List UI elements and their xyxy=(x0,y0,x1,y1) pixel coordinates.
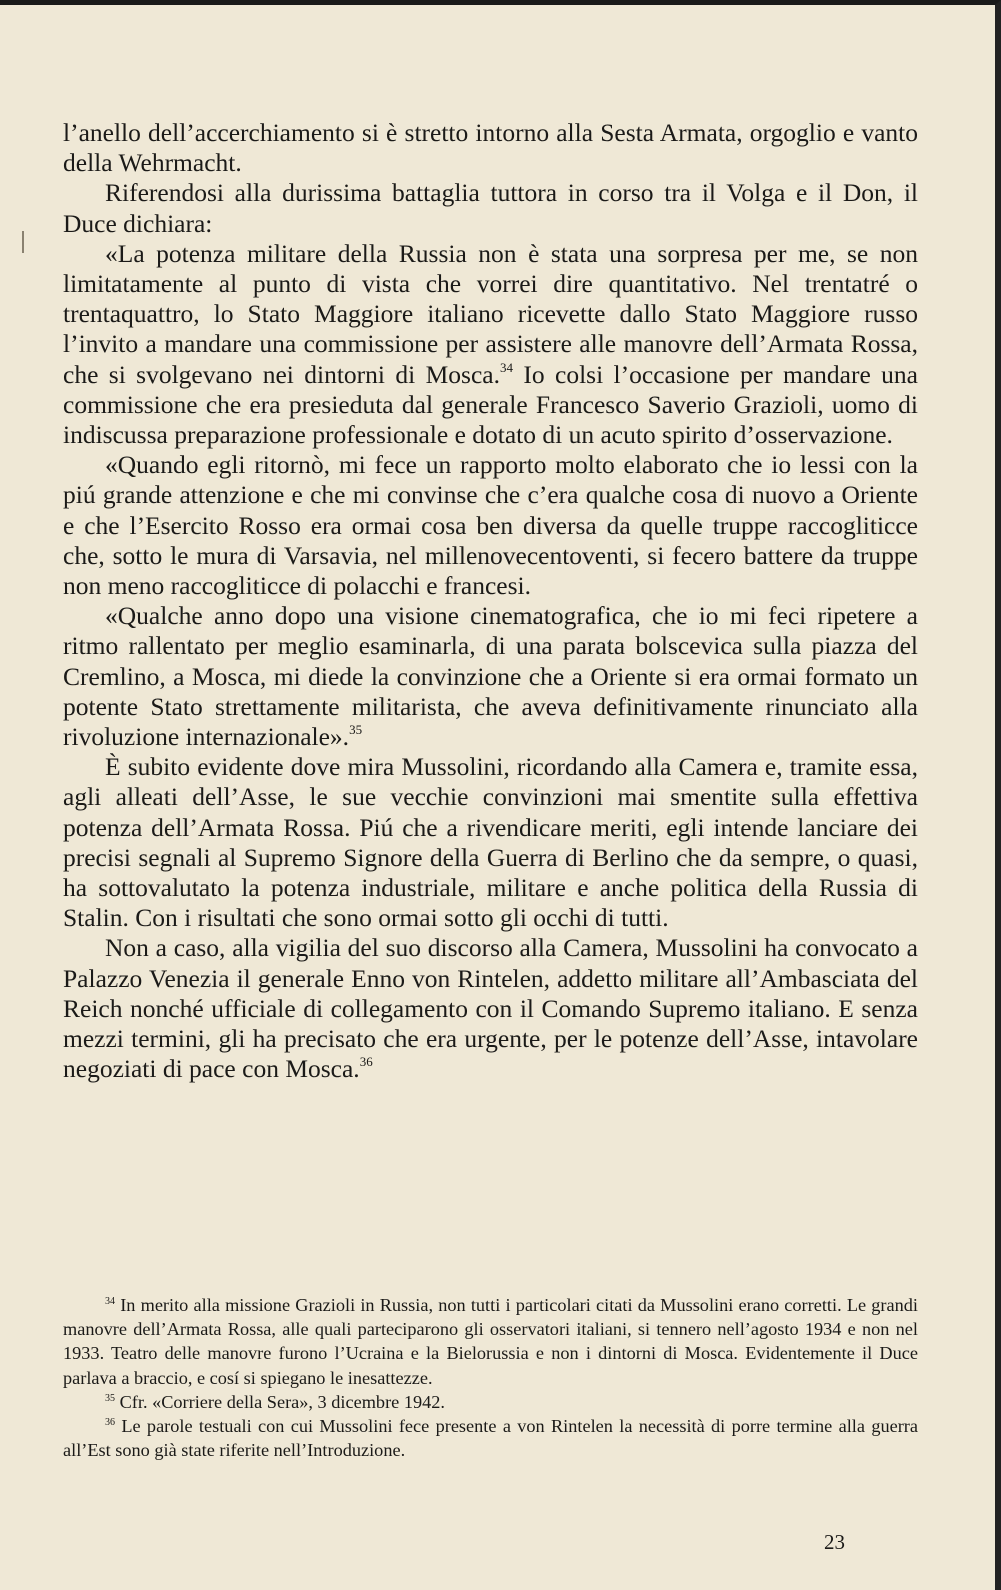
footnote-ref: 34 xyxy=(499,359,513,375)
paragraph-text: «Quando egli ritornò, mi fece un rapporto molto elaborato che io lessi con la piú grande attenzione e che mi convinse che c’era qualche cosa di nuovo a Oriente e che l’Esercito Rosso era ormai cosa ben diversa da quelle truppe raccogliticce che, sotto le mura di Varsavia, nel millenovecentoventi, si fecero battere da truppe non meno raccogliticce di polacchi e francesi. xyxy=(63,450,918,601)
paragraph-text: Riferendosi alla durissima battaglia tuttora in corso tra il Volga e il Don, il Duce dichiara: xyxy=(63,178,918,238)
paragraph-text: «Qualche anno dopo una visione cinematografica, che io mi feci ripetere a ritmo rallentato per meglio esaminarla, di una parata bolscevica sulla piazza del Cremlino, a Mosca, mi diede la convinzione che a Oriente si era ormai formato un potente Stato strettamente militarista, che aveva definitivamente rinunciato alla rivoluzione internazionale». xyxy=(63,601,918,752)
footnote-number: 35 xyxy=(105,1392,115,1404)
footnote-number: 34 xyxy=(105,1296,115,1307)
footnote-ref: 35 xyxy=(349,722,363,738)
quote-paragraph xyxy=(63,239,918,450)
footnote-text: Le parole testuali con cui Mussolini fece presente a von Rintelen la necessità di porre termine alla guerra all’Est sono già state riferite nell’Introduzione. xyxy=(63,1416,918,1461)
footnote-ref: 36 xyxy=(359,1054,373,1070)
quote-paragraph xyxy=(63,450,918,601)
paragraph-text: Non a caso, alla vigilia del suo discorso alla Camera, Mussolini ha convocato a Palazzo Venezia il generale Enno von Rintelen, addetto militare all’Ambasciata del Reich nonché ufficiale di collegamento con il Comando Supremo italiano. E senza mezzi termini, gli ha precisato che era urgente, per le potenze dell’Asse, intavolare negoziati di pace con Mosca. xyxy=(63,933,918,1084)
paragraph xyxy=(63,118,918,178)
paragraph-text: l’anello dell’accerchiamento si è stretto intorno alla Sesta Armata, orgoglio e vanto della Wehrmacht. xyxy=(63,118,918,178)
quote-paragraph xyxy=(63,601,918,752)
page-number: 23 xyxy=(824,1530,845,1554)
footnotes xyxy=(63,1293,918,1462)
margin-mark xyxy=(22,231,24,253)
body-text xyxy=(63,118,918,1085)
footnote xyxy=(63,1293,918,1390)
footnote-number: 36 xyxy=(105,1417,115,1429)
paragraph xyxy=(63,178,918,238)
footnote xyxy=(63,1414,918,1462)
footnote-text: Cfr. «Corriere della Sera», 3 dicembre 1942. xyxy=(119,1391,445,1412)
footnote-text: In merito alla missione Grazioli in Russia, non tutti i particolari citati da Mussolini erano corretti. Le grandi manovre dell’Armata Rossa, alle quali parteciparono gli osservatori italiani, si tennero nell’agosto 1934 e non nel 1933. Teatro delle manovre furono l’Ucraina e la Bielorussia e non i dintorni di Mosca. Evidentemente il Duce parlava a braccio, e cosí si spiegano le inesattezze. xyxy=(63,1295,918,1388)
paragraph-text: Io colsi l’occasione per mandare una commissione che era presieduta dal generale Francesco Saverio Grazioli, uomo di indiscussa preparazione professionale e dotato di un acuto spirito d’osservazione. xyxy=(63,359,918,450)
paragraph xyxy=(63,933,918,1084)
paragraph-text: «La potenza militare della Russia non è stata una sorpresa per me, se non limitatamente al punto di vista che vorrei dire quantitativo. Nel trentatré o trentaquattro, lo Stato Maggiore italiano ricevette dallo Stato Maggiore russo l’invito a mandare una commissione per assistere alle manovre dell’Armata Rossa, che si svolgevano nei dintorni di Mosca. xyxy=(63,238,918,389)
paragraph-text: È subito evidente dove mira Mussolini, ricordando alla Camera e, tramite essa, agli alleati dell’Asse, le sue vecchie convinzioni mai smentite sulla effettiva potenza dell’Armata Rossa. Piú che a rivendicare meriti, egli intende lanciare dei precisi segnali al Supremo Signore della Guerra di Berlino che da sempre, o quasi, ha sottovalutato la potenza industriale, militare e anche politica della Russia di Stalin. Con i risultati che sono ormai sotto gli occhi di tutti. xyxy=(63,752,918,933)
footnote xyxy=(63,1390,918,1414)
paragraph xyxy=(63,752,918,933)
